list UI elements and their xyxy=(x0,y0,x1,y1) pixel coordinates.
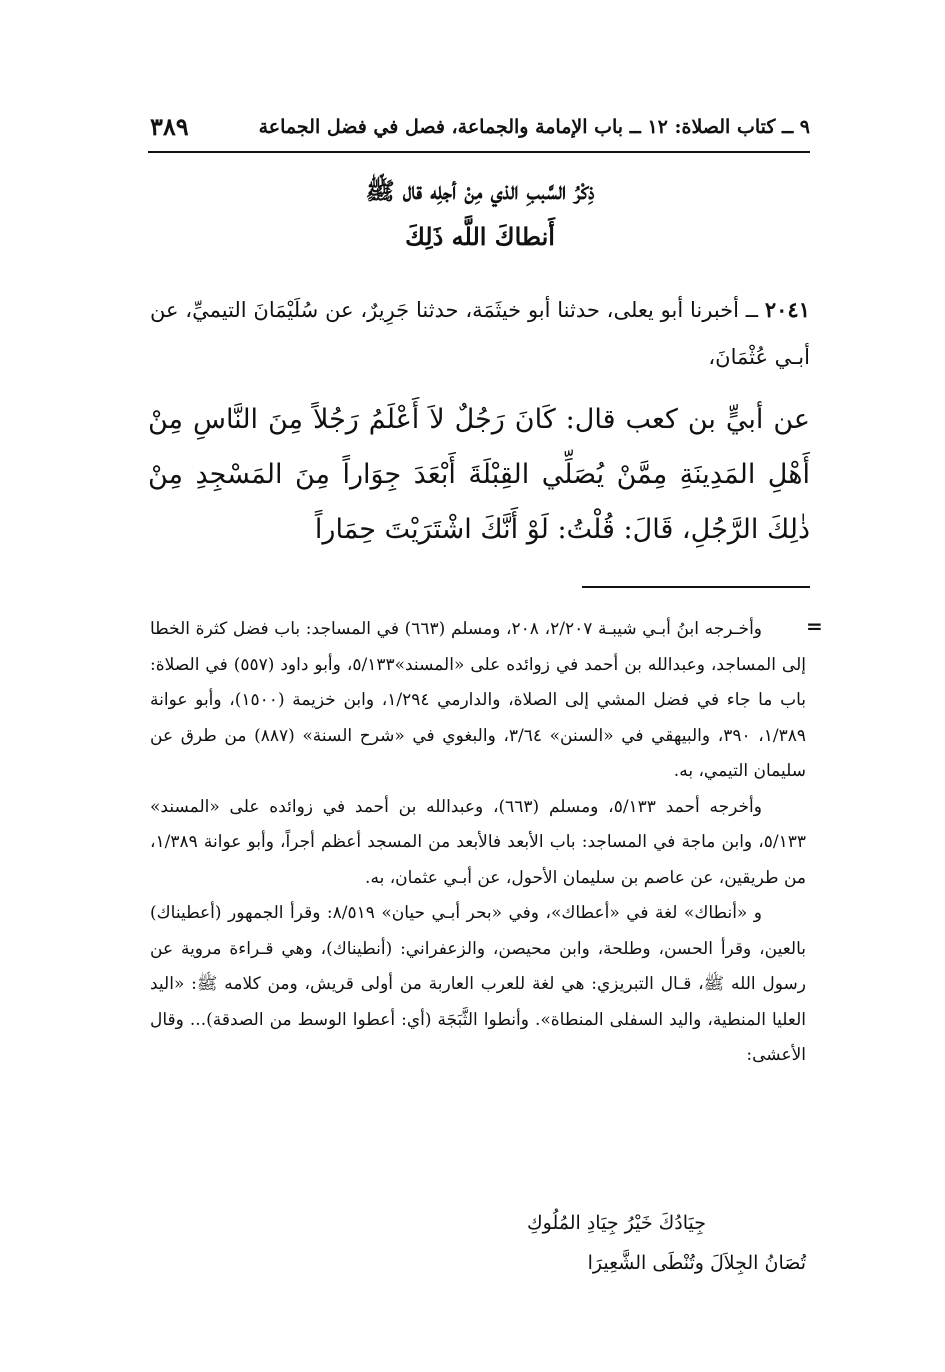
header-divider xyxy=(148,151,810,153)
footnote-paragraph: و «أنطاك» لغة في «أعطاك»، وفي «بحر أبـي حيان» ٨/٥١٩: وقرأ الجمهور (أعطيناك) بالعين، وقرأ الحسن، وطلحة، وابن محيصن، والزعفراني: (أنطيناك)، وهي قـراءة مروية عن رسول الله ﷺ، قـال التبريزي: هي لغة للعرب العاربة من أولى قريش، ومن كلامه ﷺ: «اليد العليا المنطية، واليد السفلى المنطاة». وأنطوا الثَّبَجَة (أي: أعطوا الوسط من الصدقة)... وقال الأعشى: xyxy=(150,903,806,1065)
poem-verse-1-text: جِيَادُكَ خَيْرُ جِيَادِ المُلُوكِ xyxy=(526,1212,706,1234)
footnote-paragraph: وأخرجه أحمد ٥/١٣٣، ومسلم (٦٦٣)، وعبدالله بن أحمد في زوائده على «المسند» ٥/١٣٣، وابن ماجة في المساجد: باب الأبعد فالأبعد من المسجد أعظم أجراً، وأبو عوانة ١/٣٨٩، من طريقين، عن عاصم بن سليمان الأحول، عن أبـي عثمان، به. xyxy=(150,796,806,888)
footnote-continuation-mark: = xyxy=(806,614,823,638)
hadith-isnad xyxy=(150,286,810,381)
hadith-number: ٢٠٤١ xyxy=(764,297,810,322)
page-number: ٣٨٩ xyxy=(150,112,189,141)
running-header xyxy=(150,112,810,146)
chapter-title: ٩ ــ كتاب الصلاة: ١٢ ــ باب الإمامة والجماعة، فصل في فضل الجماعة xyxy=(258,116,810,138)
poem-verse-2 xyxy=(150,1252,806,1274)
poem-verse-2-text: تُصَانُ الجِلاَلَ وتُنْطَى الشَّعِيرَا xyxy=(587,1252,806,1274)
hadith-matn: عن أبيٍّ بن كعب قال: كَانَ رَجُلٌ لاَ أَعْلَمُ رَجُلاً مِنَ النَّاسِ مِنْ أَهْلِ المَدِينَةِ مِمَّنْ يُصَلِّي القِبْلَةَ أَبْعَدَ جِوَاراً مِنَ المَسْجِدِ مِنْ ذٰلِكَ الرَّجُلِ، قَالَ: قُلْتُ: لَوْ أَنَّكَ اشْتَرَيْتَ حِمَاراً xyxy=(148,404,810,545)
footnote-divider xyxy=(582,586,810,588)
hadith-isnad-text: ــ أخبرنا أبو يعلى، حدثنا أبو خيثَمَة، حدثنا جَرِيرٌ، عن سُلَيْمَانَ التيميِّ، عن أبـي عُثْمَانَ، xyxy=(150,298,810,369)
footnotes xyxy=(150,612,806,1074)
footnote-paragraph: وأخـرجه ابنُ أبـي شيبـة ٢/٢٠٧، ٢٠٨، ومسلم (٦٦٣) في المساجد: باب فضل كثرة الخطا إلى المساجد، وعبدالله بن أحمد في زوائده على «المسند»٥/١٣٣، وأبو داود (٥٥٧) في الصلاة: باب ما جاء في فضل المشي إلى الصلاة، والدارمي ١/٢٩٤، وابن خزيمة (١٥٠٠)، وأبو عوانة ١/٣٨٩، ٣٩٠، والبيهقي في «السنن» ٣/٦٤، والبغوي في «شرح السنة» (٨٨٧) من طرق عن سليمان التيمي، به. xyxy=(150,619,807,781)
section-heading-line-1: ذِكْرُ السَّببِ الذي مِنْ أجلِه قال ﷺ xyxy=(365,176,595,205)
poem-verse-1 xyxy=(150,1212,806,1234)
section-heading-line-2: أَنطاكَ اللَّه ذَلِكَ xyxy=(405,222,555,251)
